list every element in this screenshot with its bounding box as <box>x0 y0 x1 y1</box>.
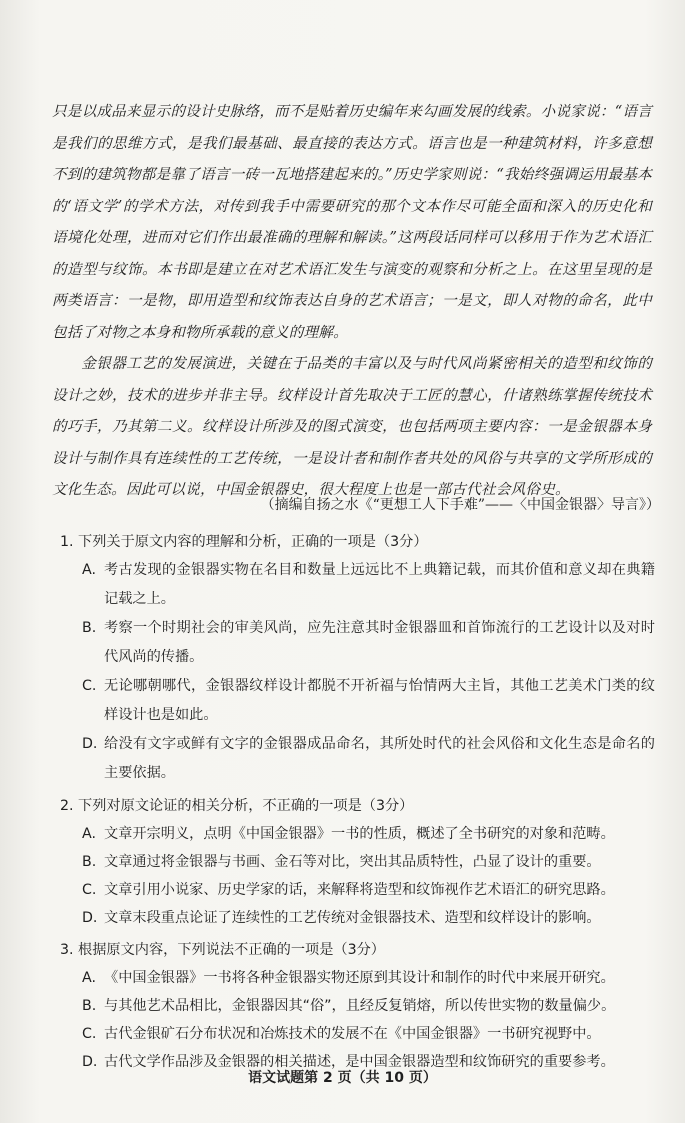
option-text: 无论哪朝哪代，金银器纹样设计都脱不开祈福与怡情两大主旨，其他工艺美术门类的纹样设计也是如此。 <box>104 678 655 723</box>
option-c <box>60 1020 655 1048</box>
option-letter: C. <box>82 1026 97 1042</box>
option-text: 考古发现的金银器实物在名目和数量上远远比不上典籍记载，而其价值和意义却在典籍记载之上。 <box>104 562 655 607</box>
question-stem-text: 根据原文内容，下列说法不正确的一项是（3分） <box>78 942 385 958</box>
question-number: 1. <box>60 534 74 550</box>
option-text: 古代金银矿石分布状况和冶炼技术的发展不在《中国金银器》一书研究视野中。 <box>104 1026 601 1042</box>
option-a <box>60 820 655 848</box>
option-letter: B. <box>82 998 97 1014</box>
option-text: 古代文学作品涉及金银器的相关描述，是中国金银器造型和纹饰研究的重要参考。 <box>104 1054 615 1070</box>
option-a <box>60 556 655 614</box>
option-letter: C. <box>82 882 97 898</box>
question-stem <box>60 792 655 820</box>
option-text: 文章末段重点论证了连续性的工艺传统对金银器技术、造型和纹样设计的影响。 <box>104 910 601 926</box>
option-letter: A. <box>82 562 96 578</box>
page-footer: 语文试题第 2 页（共 10 页） <box>248 1070 437 1086</box>
option-text: 文章通过将金银器与书画、金石等对比，突出其品质特性，凸显了设计的重要。 <box>104 854 601 870</box>
question-2 <box>60 792 655 932</box>
option-letter: C. <box>82 678 97 694</box>
option-d <box>60 904 655 932</box>
option-a <box>60 964 655 992</box>
question-1 <box>60 528 655 788</box>
question-3 <box>60 936 655 1076</box>
option-d <box>60 730 655 788</box>
option-b <box>60 614 655 672</box>
passage-source: （摘编自扬之水《“更想工人下手难”——〈中国金银器〉导言》） <box>260 497 660 513</box>
option-text: 《中国金银器》一书将各种金银器实物还原到其设计和制作的时代中来展开研究。 <box>104 970 615 986</box>
option-letter: D. <box>82 736 98 752</box>
option-letter: A. <box>82 826 96 842</box>
option-b <box>60 848 655 876</box>
question-stem-text: 下列关于原文内容的理解和分析，正确的一项是（3分） <box>78 534 428 550</box>
option-text: 文章开宗明义，点明《中国金银器》一书的性质，概述了全书研究的对象和范畴。 <box>104 826 615 842</box>
passage-paragraph-2: 金银器工艺的发展演进，关键在于品类的丰富以及与时代风尚紧密相关的造型和纹饰的设计之妙，技术的进步并非主导。纹样设计首先取决于工匠的慧心，什诸熟练掌握传统技术的巧手，乃其第二义。纹样设计所涉及的图式演变，也包括两项主要内容：一是金银器本身设计与制作具有连续性的工艺传统，一是设计者和制作者共处的风俗与共享的文学所形成的文化生态。因此可以说，中国金银器史，很大程度上也是一部古代社会风俗史。 <box>52 355 652 498</box>
passage-paragraph-1: 只是以成品来显示的设计史脉络，而不是贴着历史编年来勾画发展的线索。小说家说：“语言是我们的思维方式，是我们最基础、最直接的表达方式。语言也是一种建筑材料，许多意想不到的建筑物都是靠了语言一砖一瓦地搭建起来的。”历史学家则说：“我始终强调运用最基本的‘语文学’的学术方法，对传到我手中需要研究的那个文本作尽可能全面和深入的历史化和语境化处理，进而对它们作出最准确的理解和解读。”这两段话同样可以移用于作为艺术语汇的造型与纹饰。本书即是建立在对艺术语汇发生与演变的观察和分析之上。在这里呈现的是两类语言：一是物，即用造型和纹饰表达自身的艺术语言；一是文，即人对物的命名，此中包括了对物之本身和物所承载的意义的理解。 <box>52 103 652 341</box>
option-letter: B. <box>82 620 97 636</box>
option-text: 给没有文字或鲜有文字的金银器成品命名，其所处时代的社会风俗和文化生态是命名的主要依据。 <box>104 736 655 781</box>
option-letter: A. <box>82 970 96 986</box>
question-list <box>60 528 655 1076</box>
question-stem-text: 下列对原文论证的相关分析，不正确的一项是（3分） <box>78 798 414 814</box>
option-c <box>60 672 655 730</box>
reading-passage <box>52 96 652 506</box>
option-letter: D. <box>82 910 98 926</box>
option-text: 与其他艺术品相比，金银器因其“俗”，且经反复销熔，所以传世实物的数量偏少。 <box>104 998 616 1014</box>
question-stem <box>60 936 655 964</box>
question-stem <box>60 528 655 556</box>
option-text: 文章引用小说家、历史学家的话，来解释将造型和纹饰视作艺术语汇的研究思路。 <box>104 882 615 898</box>
question-number: 3. <box>60 942 74 958</box>
question-number: 2. <box>60 798 74 814</box>
option-letter: D. <box>82 1054 98 1070</box>
option-letter: B. <box>82 854 97 870</box>
option-c <box>60 876 655 904</box>
option-text: 考察一个时期社会的审美风尚，应先注意其时金银器皿和首饰流行的工艺设计以及对时代风尚的传播。 <box>104 620 655 665</box>
option-b <box>60 992 655 1020</box>
